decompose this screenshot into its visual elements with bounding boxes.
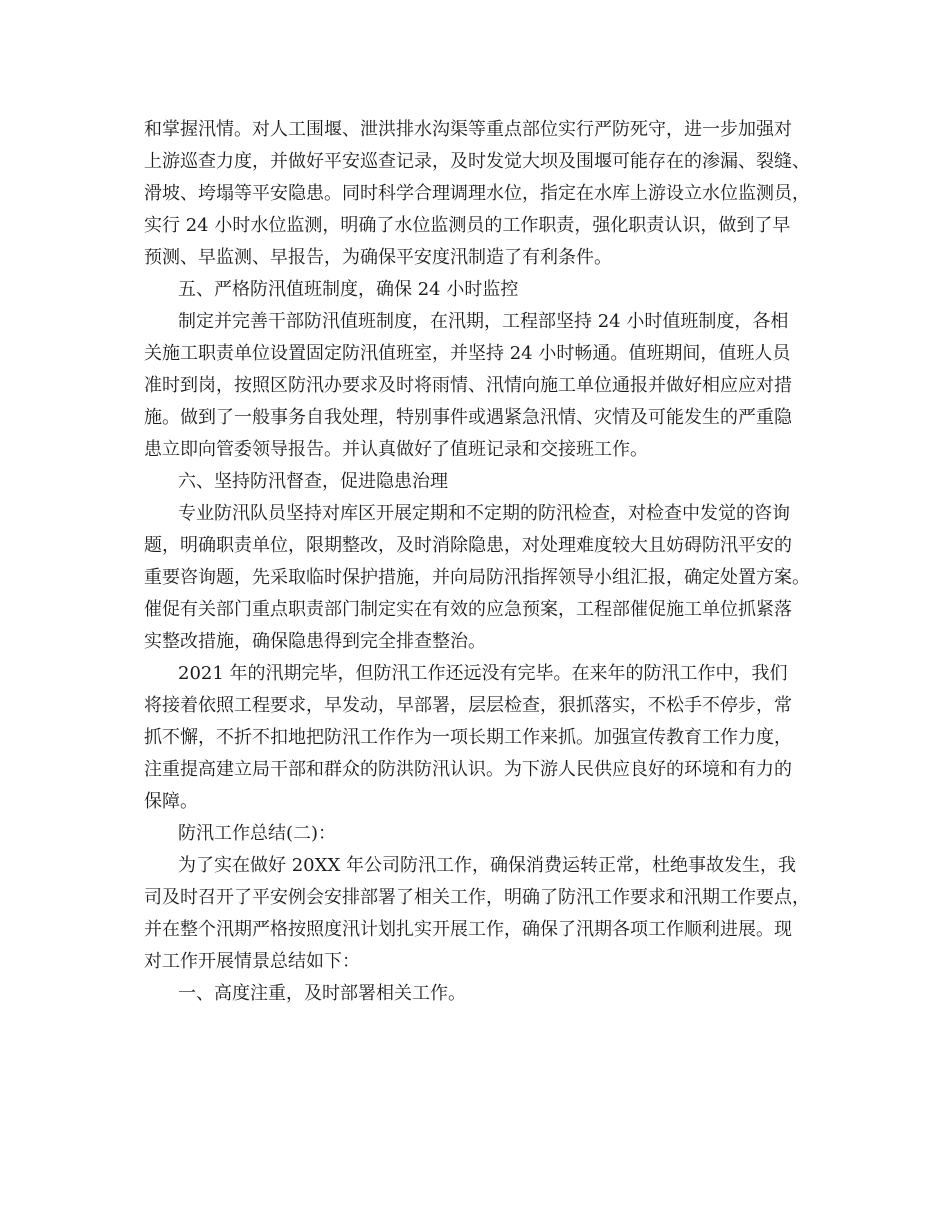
paragraph-start: 制定并完善干部防汛值班制度，在汛期，工程部坚持 24 小时值班制度，各相	[178, 311, 789, 332]
text-line: 上游巡查力度，并做好平安巡查记录，及时发觉大坝及围堰可能存在的渗漏、裂缝、	[144, 151, 810, 172]
document-body	[144, 114, 824, 1010]
paragraph-start: 2021 年的汛期完毕，但防汛工作还远没有完毕。在来年的防汛工作中，我们	[178, 663, 788, 684]
text-line: 对工作开展情景总结如下：	[144, 951, 360, 972]
text-line: 重要咨询题，先采取临时保护措施，并向局防汛指挥领导小组汇报，确定处置方案。	[144, 567, 810, 588]
text-line: 将接着依照工程要求，早发动，早部署，层层检查，狠抓落实，不松手不停步，常	[144, 695, 792, 716]
text-line: 滑坡、垮塌等平安隐患。同时科学合理调理水位，指定在水库上游设立水位监测员，	[144, 183, 810, 204]
paragraph-start: 专业防汛队员坚持对库区开展定期和不定期的防汛检查，对检查中发觉的咨询	[178, 503, 790, 524]
text-line: 催促有关部门重点职责部门制定实在有效的应急预案，工程部催促施工单位抓紧落	[144, 599, 792, 620]
text-line: 司及时召开了平安例会安排部署了相关工作，明确了防汛工作要求和汛期工作要点，	[144, 887, 810, 908]
text-line: 实行 24 小时水位监测，明确了水位监测员的工作职责，强化职责认识，做到了早	[144, 215, 791, 236]
text-line: 预测、早监测、早报告，为确保平安度汛制造了有利条件。	[144, 247, 612, 268]
text-line: 关施工职责单位设置固定防汛值班室，并坚持 24 小时畅通。值班期间，值班人员	[144, 343, 791, 364]
text-line: 注重提高建立局干部和群众的防洪防汛认识。为下游人民供应良好的环境和有力的	[144, 759, 792, 780]
text-line: 保障。	[144, 791, 198, 812]
text-line: 并在整个汛期严格按照度汛计划扎实开展工作，确保了汛期各项工作顺利进展。现	[144, 919, 792, 940]
text-line: 患立即向管委领导报告。并认真做好了值班记录和交接班工作。	[144, 439, 648, 460]
text-line: 施。做到了一般事务自我处理，特别事件或遇紧急汛情、灾情及可能发生的严重隐	[144, 407, 792, 428]
section-heading: 五、严格防汛值班制度，确保 24 小时监控	[178, 279, 519, 300]
section-heading: 六、坚持防汛督查，促进隐患治理	[178, 471, 448, 492]
text-line: 抓不懈，不折不扣地把防汛工作作为一项长期工作来抓。加强宣传教育工作力度，	[144, 727, 792, 748]
text-line: 实整改措施，确保隐患得到完全排查整治。	[144, 631, 486, 652]
text-line: 准时到岗，按照区防汛办要求及时将雨情、汛情向施工单位通报并做好相应应对措	[144, 375, 792, 396]
text-line: 和掌握汛情。对人工围堰、泄洪排水沟渠等重点部位实行严防死守，进一步加强对	[144, 119, 792, 140]
section-title: 防汛工作总结(二)：	[178, 823, 337, 844]
section-heading: 一、高度注重，及时部署相关工作。	[178, 983, 466, 1004]
text-line: 题，明确职责单位，限期整改，及时消除隐患，对处理难度较大且妨碍防汛平安的	[144, 535, 792, 556]
paragraph-start: 为了实在做好 20XX 年公司防汛工作，确保消费运转正常，杜绝事故发生，我	[178, 855, 796, 876]
